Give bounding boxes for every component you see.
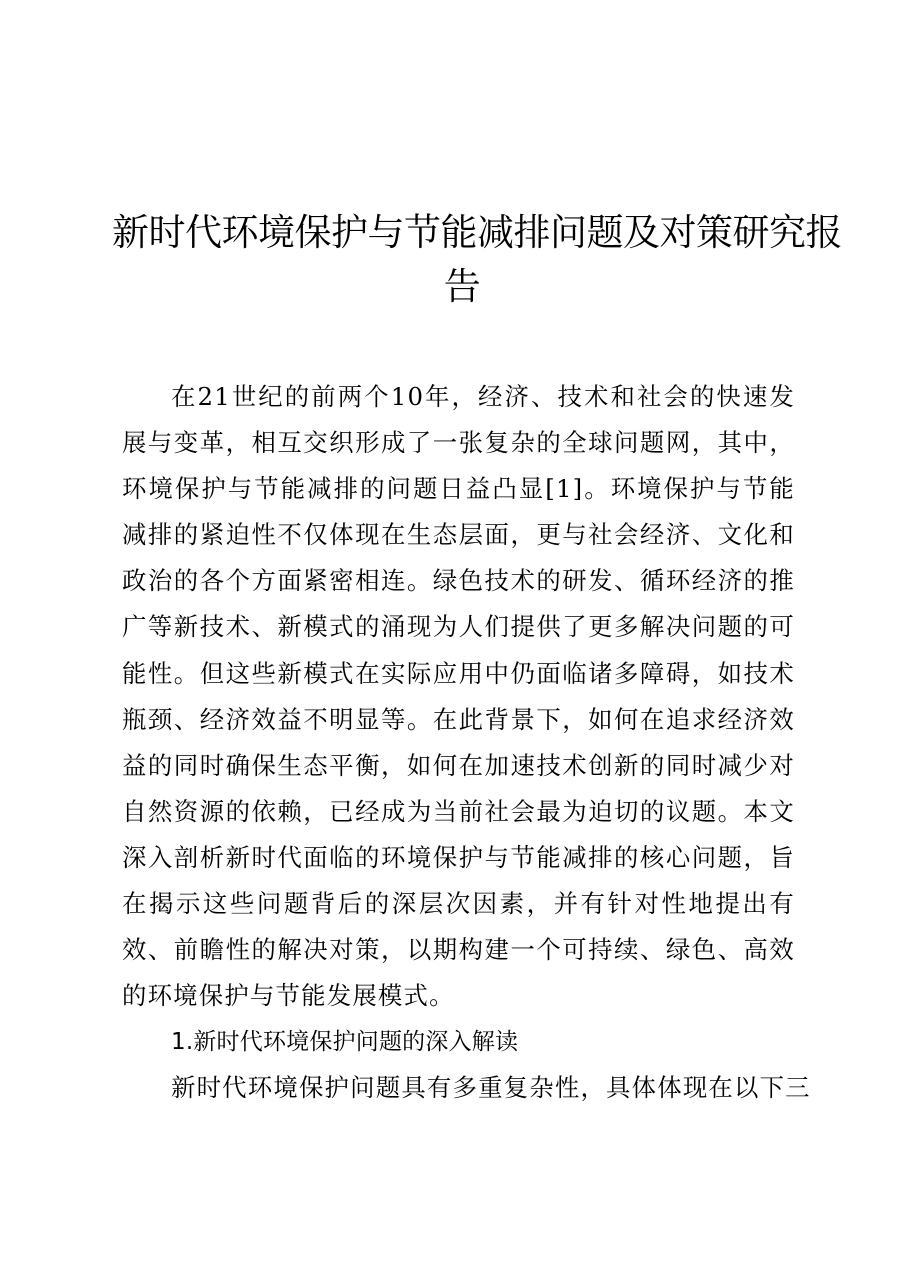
section-paragraph: 新时代环境保护问题具有多重复杂性，具体体现在以下三: [171, 1073, 811, 1103]
section-heading: 1.新时代环境保护问题的深入解读: [171, 1029, 519, 1056]
document-body: [122, 374, 811, 1111]
intro-paragraph: 在21世纪的前两个10年，经济、技术和社会的快速发展与变革，相互交织形成了一张复杂的全球问题网，其中，环境保护与节能减排的问题日益凸显[1]。环境保护与节能减排的紧迫性不仅体现在生态层面，更与社会经济、文化和政治的各个方面紧密相连。绿色技术的研发、循环经济的推广等新技术、新模式的涌现为人们提供了更多解决问题的可能性。但这些新模式在实际应用中仍面临诸多障碍，如技术瓶颈、经济效益不明显等。在此背景下，如何在追求经济效益的同时确保生态平衡，如何在加速技术创新的同时减少对自然资源的依赖，已经成为当前社会最为迫切的议题。本文深入剖析新时代面临的环境保护与节能减排的核心问题，旨在揭示这些问题背后的深层次因素，并有针对性地提出有效、前瞻性的解决对策，以期构建一个可持续、绿色、高效的环境保护与节能发展模式。: [122, 382, 795, 1011]
title-line-2: 告: [443, 265, 481, 308]
title-line-1: 新时代环境保护与节能减排问题及对策研究报: [112, 211, 842, 254]
document-title: [112, 206, 842, 314]
